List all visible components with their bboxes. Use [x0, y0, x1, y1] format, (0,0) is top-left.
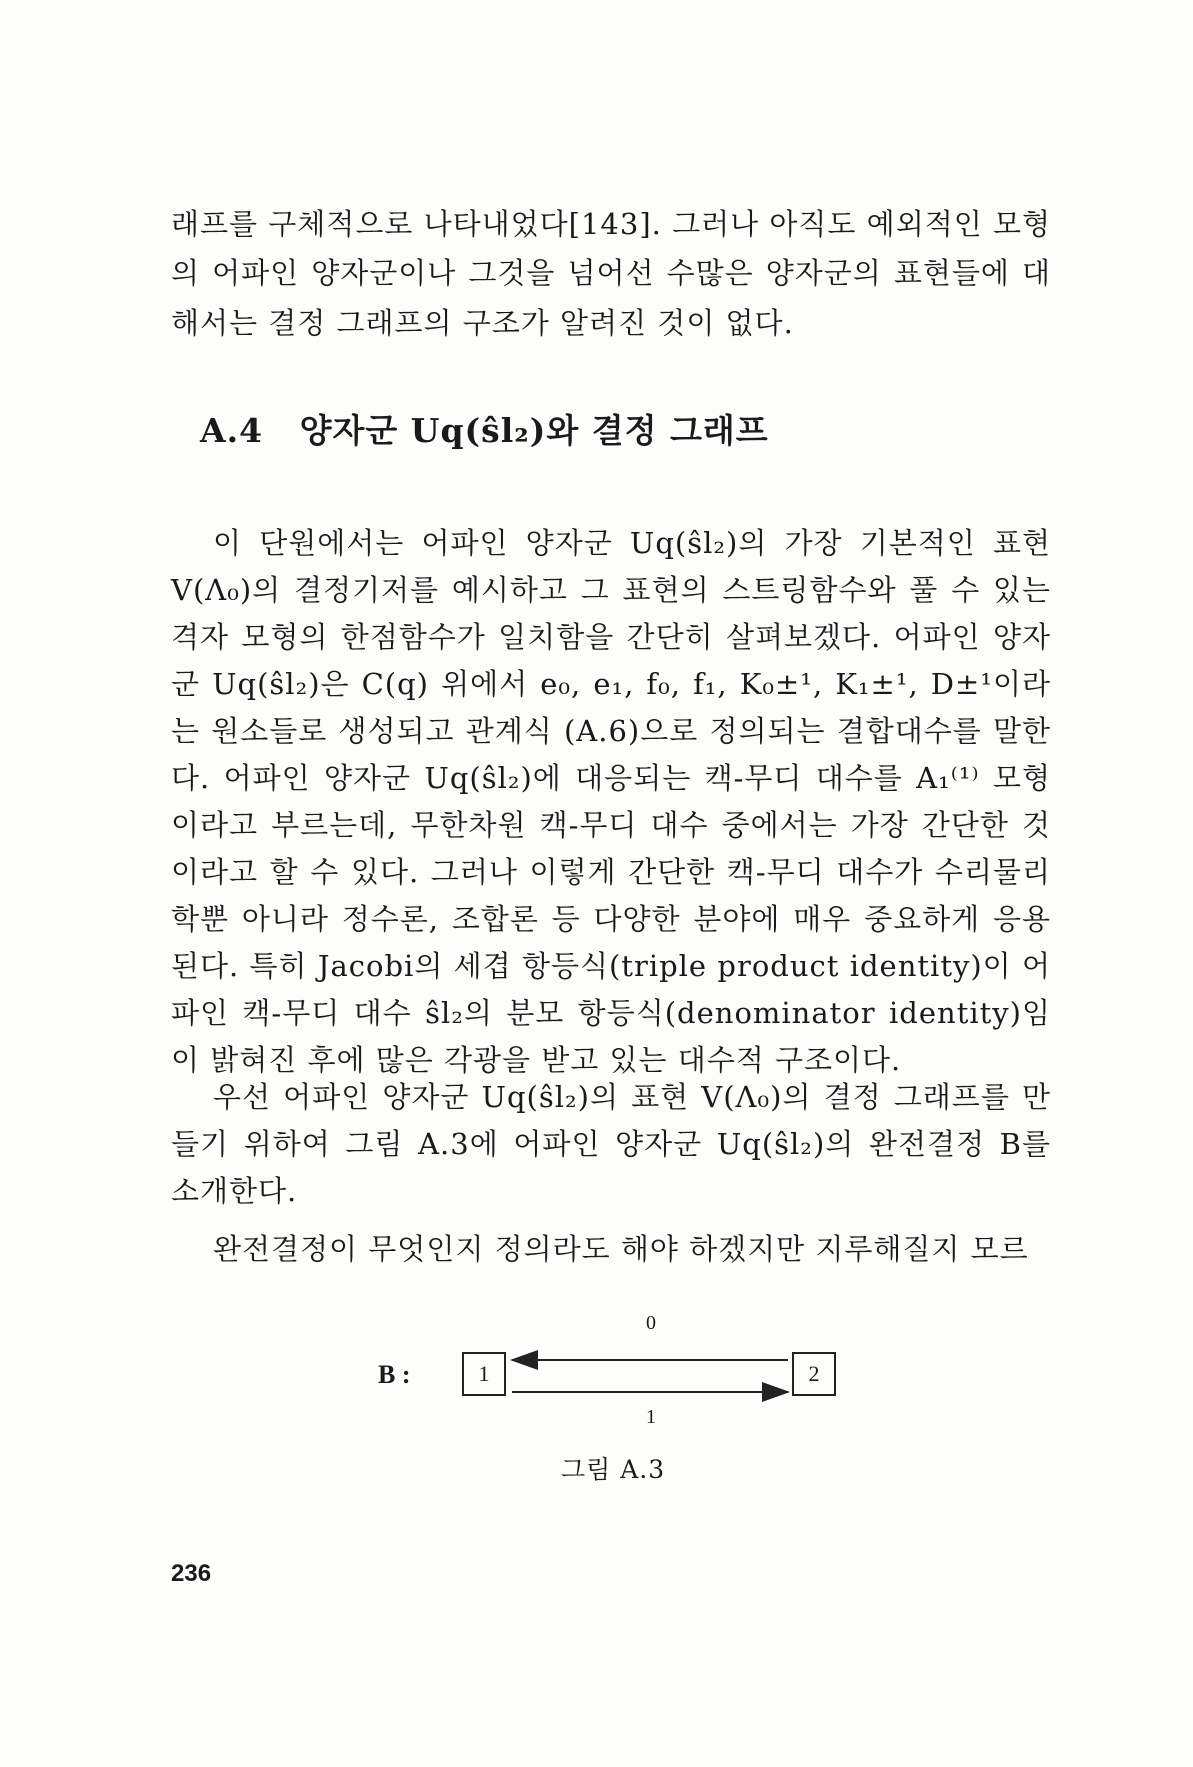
crystal-graph-figure — [370, 1310, 850, 1470]
page-number: 236 — [171, 1560, 212, 1587]
section-title: 양자군 Uq(ŝl₂)와 결정 그래프 — [299, 411, 769, 450]
crystal-node-1: 1 — [462, 1352, 506, 1396]
edge-label-1: 1 — [646, 1406, 656, 1428]
body-paragraph-2: 우선 어파인 양자군 Uq(ŝl₂)의 표현 V(Λ₀)의 결정 그래프를 만들기 위하여 그림 A.3에 어파인 양자군 Uq(ŝl₂)의 완전결정 B를 소개한다. — [171, 1080, 1051, 1208]
section-heading — [200, 405, 769, 452]
crystal-node-2: 2 — [792, 1352, 836, 1396]
intro-paragraph: 래프를 구체적으로 나타내었다[143]. 그러나 아직도 예외적인 모형의 어파인 양자군이나 그것을 넘어선 수많은 양자군의 표현들에 대해서는 결정 그래프의 구조가 알려진 것이 없다. — [171, 207, 1051, 340]
crystal-label: B : — [378, 1360, 411, 1389]
body-paragraph-1: 이 단원에서는 어파인 양자군 Uq(ŝl₂)의 가장 기본적인 표현 V(Λ₀)의 결정기저를 예시하고 그 표현의 스트링함수와 풀 수 있는 격자 모형의 한점함수가 일치함을 간단히 살펴보겠다. 어파인 양자군 Uq(ŝl₂)은 C(q) 위에서 e₀, e₁, f₀, f₁, K₀±¹, K₁±¹, D±¹이라는 원소들로 생성되고 관계식 (A.6)으로 정의되는 결합대수를 말한다. 어파인 양자군 Uq(ŝl₂)에 대응되는 캑-무디 대수를 A₁⁽¹⁾ 모형이라고 부르는데, 무한차원 캑-무디 대수 중에서는 가장 간단한 것이라고 할 수 있다. 그러나 이렇게 간단한 캑-무디 대수가 수리물리학뿐 아니라 정수론, 조합론 등 다양한 분야에 매우 중요하게 응용된다. 특히 Jacobi의 세겹 항등식(triple product identity)이 어파인 캑-무디 대수 ŝl₂의 분모 항등식(denominator identity)임이 밝혀진 후에 많은 각광을 받고 있는 대수적 구조이다. — [171, 526, 1051, 1077]
figure-caption: 그림 A.3 — [561, 1455, 666, 1484]
section-number: A.4 — [200, 411, 264, 450]
body-paragraph-3: 완전결정이 무엇인지 정의라도 해야 하겠지만 지루해질지 모르 — [213, 1232, 1029, 1266]
edge-label-0: 0 — [646, 1312, 656, 1334]
crystal-graph-arrows — [370, 1310, 850, 1450]
